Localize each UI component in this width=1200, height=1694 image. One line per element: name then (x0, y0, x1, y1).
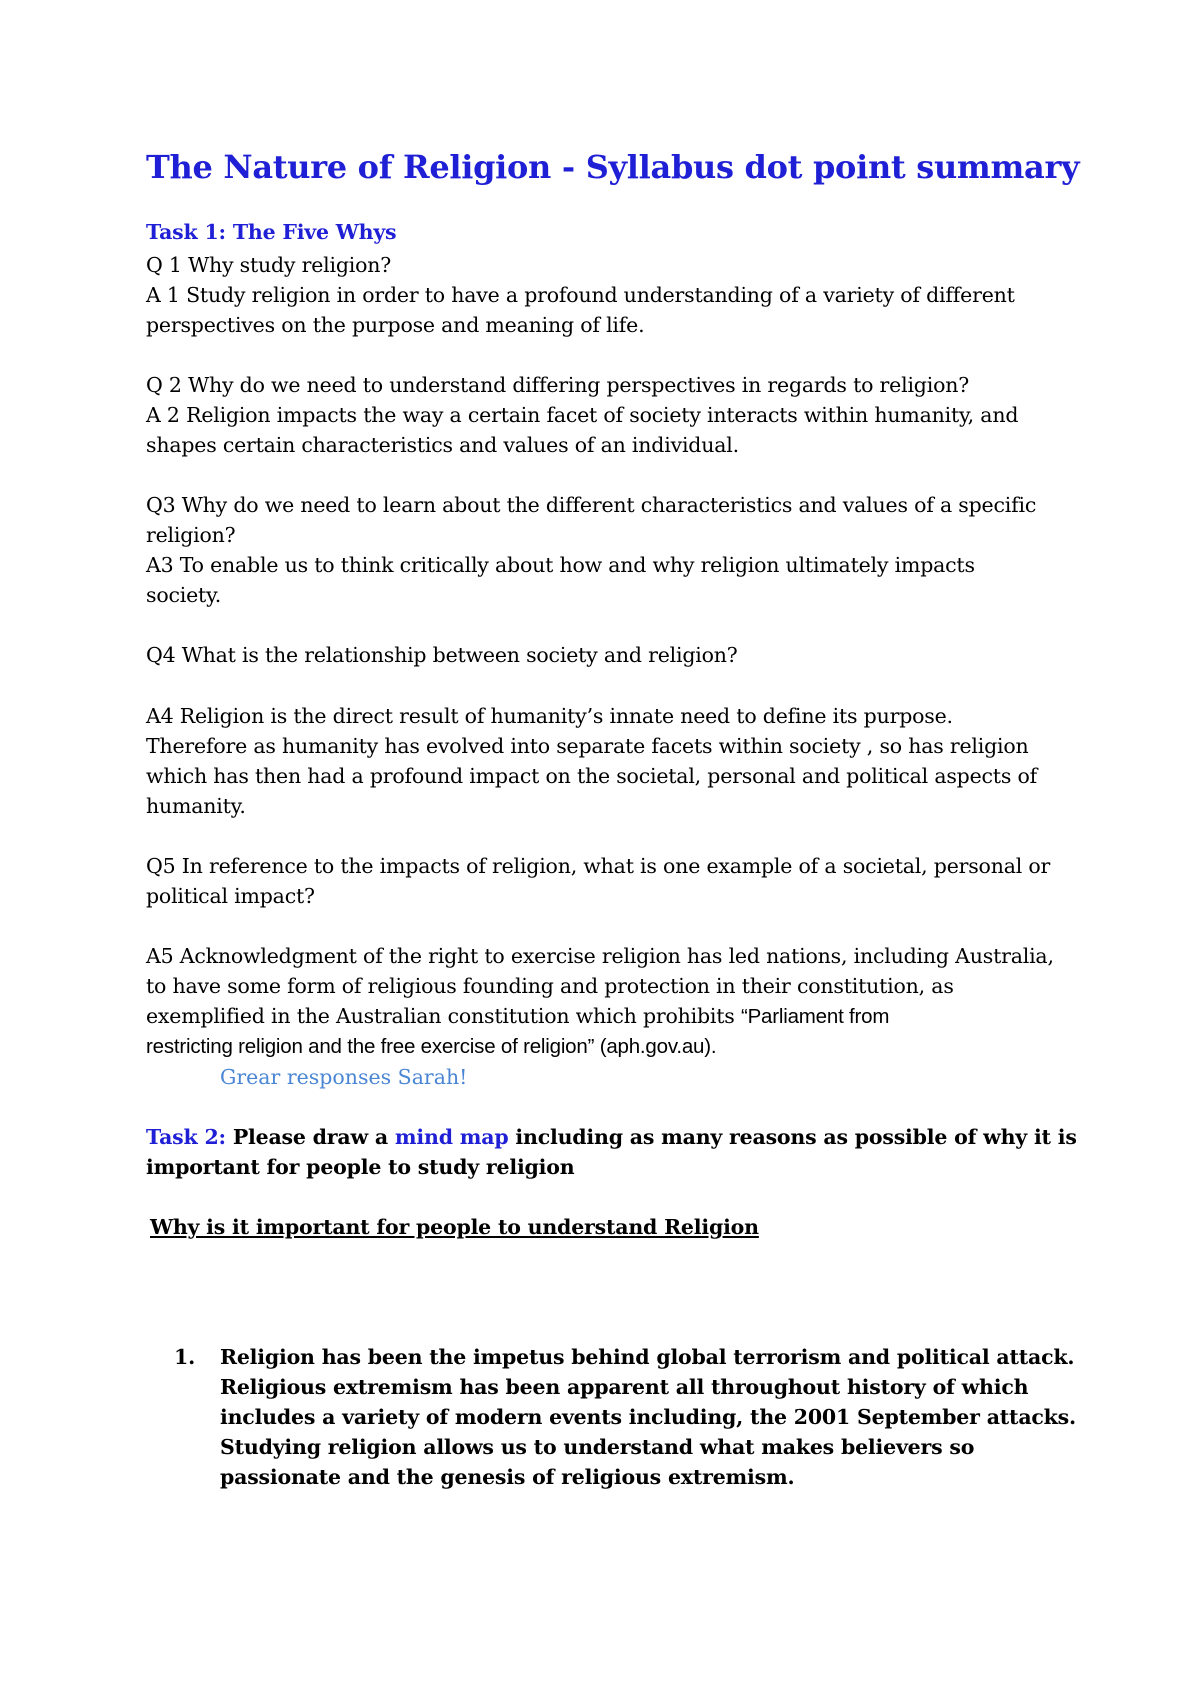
task1-a1-line1: A 1 Study religion in order to have a profound understanding of a variety of different (146, 283, 1015, 307)
item1-line5: passionate and the genesis of religious extremism. (220, 1465, 795, 1489)
task2-text-before: Please draw a (225, 1125, 395, 1149)
task1-a3-line2: society. (146, 583, 222, 607)
document-title: The Nature of Religion - Syllabus dot point summary (146, 148, 1080, 186)
task1-a5-line2: to have some form of religious founding and protection in their constitution, as (146, 974, 954, 998)
item1-line2: Religious extremism has been apparent all throughout history of which (220, 1375, 1029, 1399)
task2-subheading: Why is it important for people to understand Religion (150, 1215, 759, 1239)
task1-label: Task 1: (146, 220, 226, 244)
task1-a4-line3: which has then had a profound impact on the societal, personal and political aspects of (146, 764, 1038, 788)
task2-line1 (146, 1121, 1077, 1154)
item1-line3: includes a variety of modern events including, the 2001 September attacks. (220, 1405, 1076, 1429)
task1-a3-line1: A3 To enable us to think critically about how and why religion ultimately impacts (146, 553, 975, 577)
task1-a2-line1: A 2 Religion impacts the way a certain facet of society interacts within humanity, and (146, 403, 1019, 427)
item1-line4: Studying religion allows us to understand what makes believers so (220, 1435, 975, 1459)
a5-quote-start: “Parliament from (740, 1005, 890, 1028)
item1-line1: Religion has been the impetus behind global terrorism and political attack. (220, 1345, 1075, 1369)
task1-a4-line4: humanity. (146, 794, 246, 818)
task1-a2-line2: shapes certain characteristics and values of an individual. (146, 433, 739, 457)
task1-heading-text: The Five Whys (225, 220, 397, 244)
task1-a4-line1: A4 Religion is the direct result of humanity’s innate need to define its purpose. (146, 704, 953, 728)
task1-a1-line2: perspectives on the purpose and meaning of life. (146, 313, 645, 337)
task1-q4: Q4 What is the relationship between society and religion? (146, 643, 738, 667)
task1-q5-line1: Q5 In reference to the impacts of religion, what is one example of a societal, personal or (146, 854, 1051, 878)
task1-q2: Q 2 Why do we need to understand differing perspectives in regards to religion? (146, 373, 970, 397)
list-item-number: 1. (174, 1345, 196, 1369)
task2-line2: important for people to study religion (146, 1155, 575, 1179)
task2-label: Task 2: (146, 1125, 226, 1149)
task1-a4-line2: Therefore as humanity has evolved into separate facets within society , so has religion (146, 734, 1029, 758)
task1-a5-line3 (146, 1000, 889, 1033)
task2-text-after: including as many reasons as possible of why it is (508, 1125, 1077, 1149)
mind-map-link[interactable]: mind map (394, 1125, 509, 1149)
task1-a5-line4: restricting religion and the free exercise of religion” (aph.gov.au). (146, 1035, 717, 1058)
task1-q1: Q 1 Why study religion? (146, 253, 392, 277)
task1-a5-line1: A5 Acknowledgment of the right to exercise religion has led nations, including Australia, (146, 944, 1054, 968)
a5-line3-serif: exemplified in the Australian constitution which prohibits (146, 1004, 741, 1028)
task1-q3-line2: religion? (146, 523, 236, 547)
teacher-comment: Grear responses Sarah! (220, 1065, 468, 1089)
task1-q5-line2: political impact? (146, 884, 315, 908)
task1-heading (146, 216, 396, 249)
task1-q3-line1: Q3 Why do we need to learn about the different characteristics and values of a specific (146, 493, 1037, 517)
